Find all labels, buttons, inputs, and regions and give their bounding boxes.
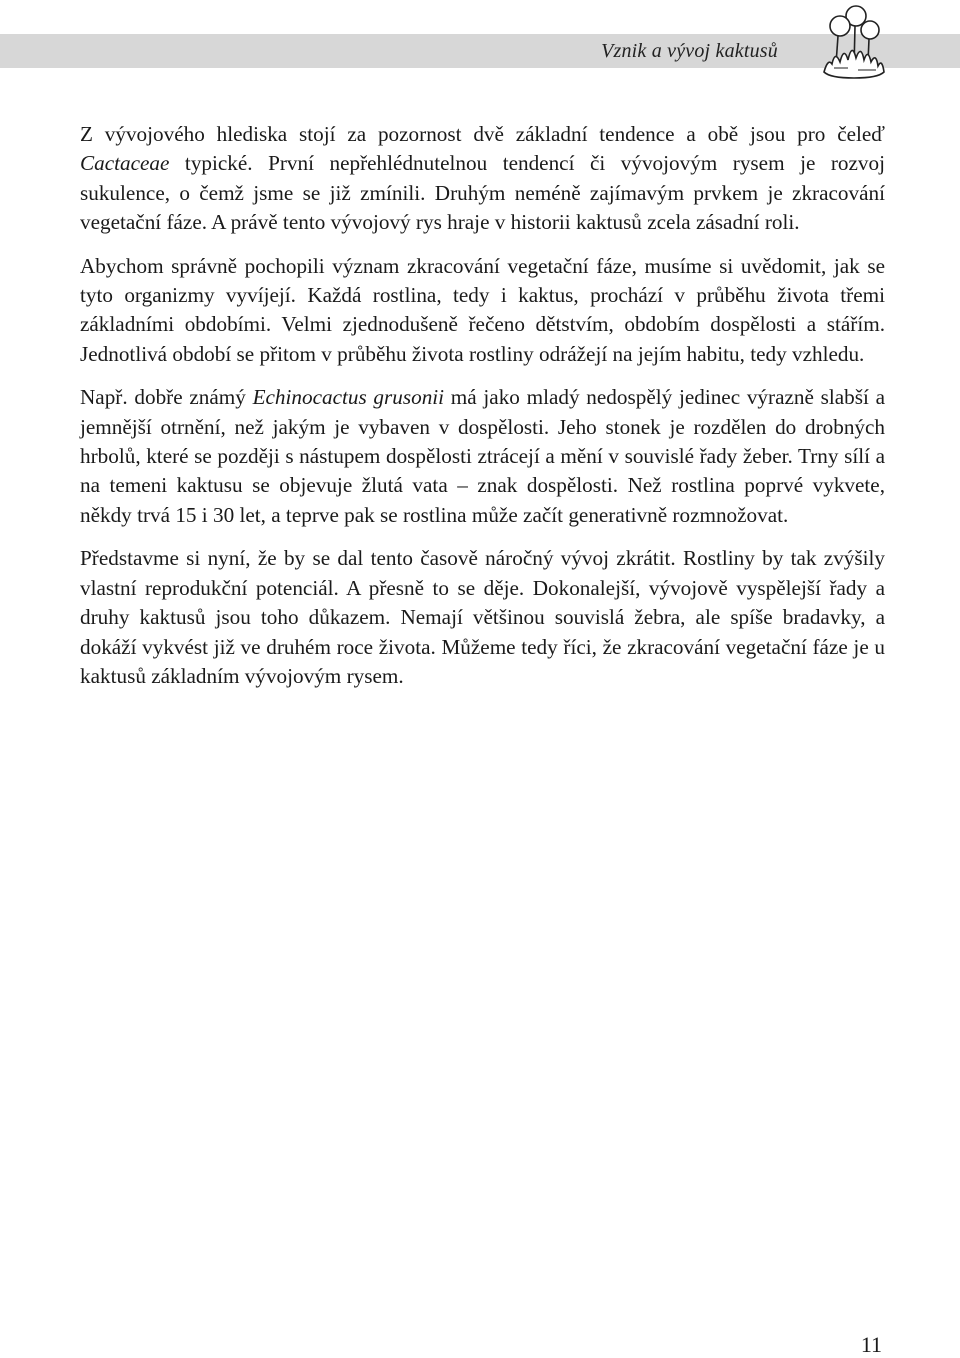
paragraph-3-text-a: Např. dobře známý bbox=[80, 385, 253, 410]
paragraph-2: Abychom správně pochopili význam zkracování vegetační fáze, musíme si uvědomit, jak se tyto organizmy vyvíjejí. Každá rostlina, tedy i kaktus, prochází v průběhu života třemi základními obdobími. Velmi zjednodušeně řečeno dětstvím, obdobím dospělosti a stářím. Jednotlivá období se přitom v průběhu života rostliny odrážejí na jejím habitu, tedy vzhledu. bbox=[80, 253, 885, 366]
paragraph-3 bbox=[80, 383, 885, 530]
paragraph-3-text-b: má jako mladý nedospělý jedinec výrazně slabší a jemnější otrnění, než jakým je vybaven v dospělosti. Jeho stonek je rozdělen do drobných hrbolů, které se později s nástupem dospělosti ztrácejí a mění v souvislé řady žeber. Trny sílí a na temeni kaktusu se objevuje žlutá vata – znak dospělosti. Než rostlina poprvé vykvete, někdy trvá 15 i 30 let, a teprve pak se rostlina může začít generativně rozmnožovat. bbox=[80, 385, 886, 527]
taxon-name: Echinocactus grusonii bbox=[252, 385, 445, 410]
paragraph-4: Představme si nyní, že by se dal tento časově náročný vývoj zkrátit. Rostliny by tak zvýšily vlastní reprodukční potenciál. A přesně to se děje. Dokonalejší, vývojově vyspělejší řady a druhy kaktusů jsou toho důkazem. Nemají většinou souvislá žebra, ale spíše bradavky, a dokáží vykvést již ve druhém roce života. Můžeme tedy říci, že zkracování vegetační fáze je u kaktusů základním vývojovým rysem. bbox=[80, 546, 885, 688]
page-number: 11 bbox=[860, 1332, 882, 1357]
taxon-name: Cactaceae bbox=[80, 151, 170, 176]
running-title: Vznik a vývoj kaktusů bbox=[601, 40, 778, 62]
header-band bbox=[0, 34, 960, 68]
cactus-logo-icon bbox=[818, 2, 890, 82]
paragraph-1-text-a: Z vývojového hlediska stojí za pozornost dvě základní tendence a obě jsou pro čeleď bbox=[80, 122, 885, 146]
paragraph-1-text-b: typické. První nepřehlédnutelnou tendencí či vývojovým rysem je rozvoj sukulence, o čemž jsme se již zmínili. Druhým neméně zajímavým prvkem je zkracování vegetační fáze. A právě tento vývojový rys hraje v historii kaktusů zcela zásadní roli. bbox=[80, 151, 885, 235]
body-text bbox=[80, 120, 885, 705]
paragraph-1 bbox=[80, 120, 885, 238]
